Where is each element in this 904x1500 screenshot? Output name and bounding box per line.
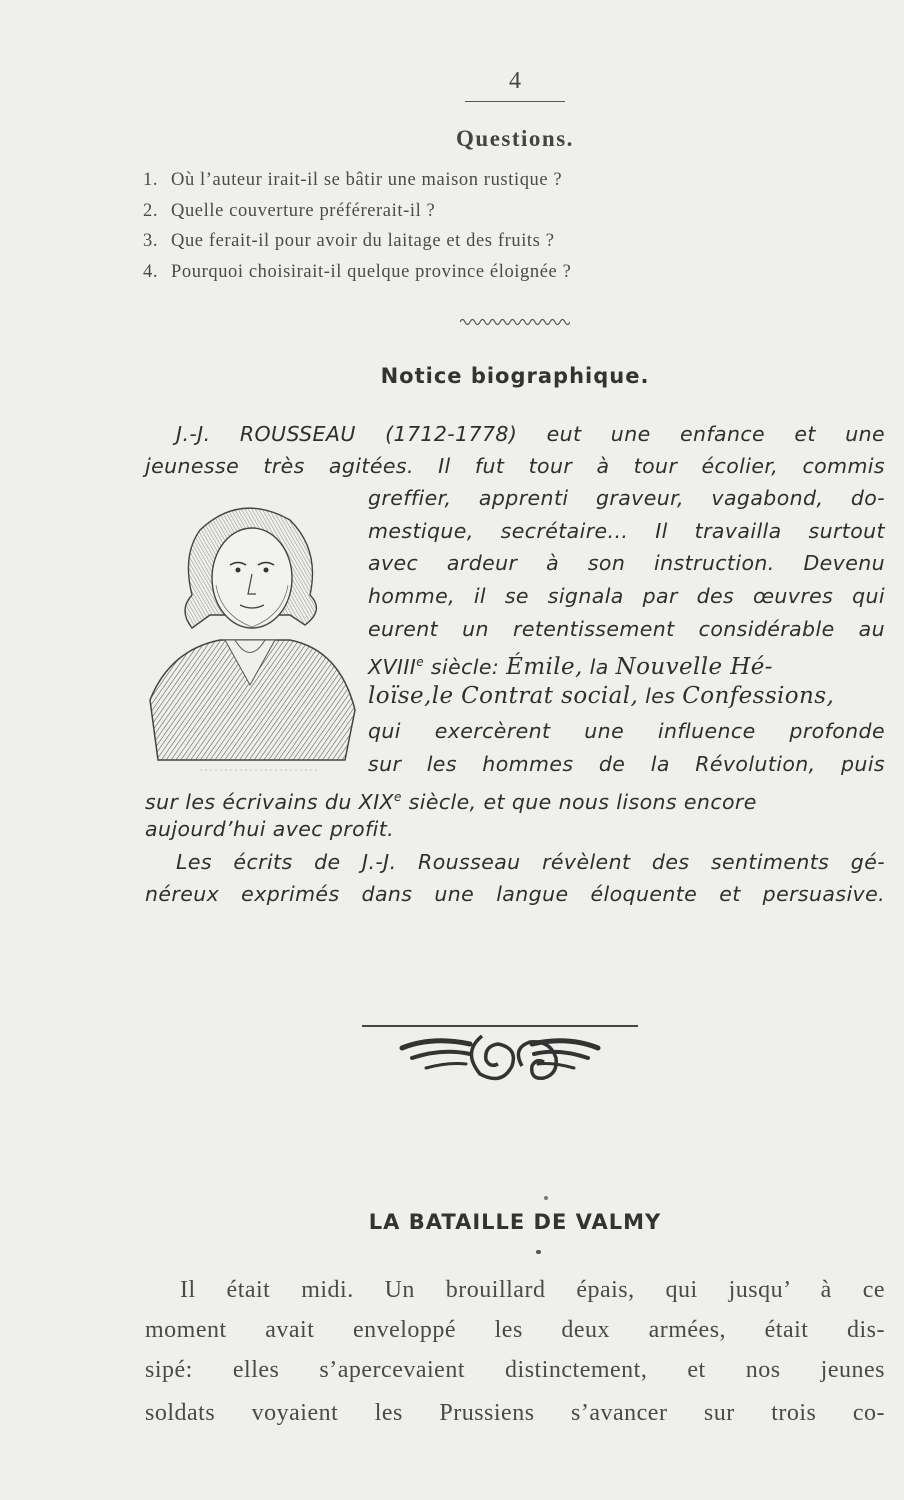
bio-text: la <box>582 654 616 679</box>
page-number: 4 <box>509 68 521 94</box>
work-title-contrat-social: le Contrat social, <box>431 683 639 709</box>
bio-text: XVIII <box>368 654 417 679</box>
question-item <box>143 231 823 262</box>
valmy-line: soldats voyaient les Prussiens s’avancer sur trois co- <box>145 1400 885 1426</box>
wave-divider <box>460 316 570 326</box>
rousseau-portrait-engraving <box>140 490 362 780</box>
work-title-confessions: Confessions, <box>682 683 835 709</box>
bio-line <box>368 646 885 678</box>
bio-superscript: e <box>393 790 402 804</box>
question-text: Où l’auteur irait-il se bâtir une maison rustique ? <box>171 170 563 190</box>
work-title-nouvelle-heloise: Nouvelle Hé- <box>615 653 773 680</box>
bio-text: sur les écrivains du XIX <box>145 789 394 814</box>
question-number: 3. <box>143 231 159 251</box>
bio-line: mestique, secrétaire... Il travailla surtout <box>368 519 885 543</box>
question-text: Que ferait-il pour avoir du laitage et des fruits ? <box>171 231 555 251</box>
bio-line: Les écrits de J.-J. Rousseau révèlent des sentiments gé- <box>176 850 885 874</box>
bio-line <box>145 781 885 813</box>
section-title-dot <box>536 1250 541 1254</box>
bio-text: siècle: <box>424 654 507 679</box>
question-item <box>143 262 823 293</box>
question-text: Pourquoi choisirait-il quelque province éloignée ? <box>171 261 572 282</box>
bio-line: sur les hommes de la Révolution, puis <box>368 752 885 776</box>
work-title-heloise-end: loïse, <box>368 683 432 709</box>
bio-line: homme, il se signala par des œuvres qui <box>368 584 885 608</box>
work-title-emile: Émile, <box>506 653 583 680</box>
question-number: 4. <box>143 261 159 282</box>
bio-line: eurent un retentissement considérable au <box>368 617 885 641</box>
section-title: LA BATAILLE DE VALMY <box>368 1210 662 1234</box>
bio-line: aujourd’hui avec profit. <box>145 817 395 841</box>
notice-title: Notice biographique. <box>380 364 650 388</box>
bio-text: les <box>638 684 683 708</box>
valmy-line: sipé: elles s’apercevaient distinctement, et nos jeunes <box>145 1357 885 1383</box>
bio-superscript: e <box>416 655 425 669</box>
question-number: 2. <box>143 200 159 221</box>
page-number-rule <box>465 101 565 102</box>
question-item <box>143 201 823 232</box>
bio-line <box>368 680 885 712</box>
questions-list <box>143 170 823 292</box>
questions-title: Questions. <box>456 126 574 151</box>
question-number: 1. <box>143 170 159 190</box>
speck <box>544 1196 548 1200</box>
bio-line: jeunesse très agitées. Il fut tour à tour écolier, commis <box>145 454 885 478</box>
question-item <box>143 170 823 201</box>
decorative-ornament <box>362 1022 638 1086</box>
bio-line: greffier, apprenti graveur, vagabond, do- <box>368 486 885 510</box>
bio-line: qui exercèrent une influence profonde <box>368 719 885 743</box>
bio-line: avec ardeur à son instruction. Devenu <box>368 551 885 575</box>
bio-line: néreux exprimés dans une langue éloquente et persuasive. <box>145 882 885 906</box>
bio-line: J.-J. ROUSSEAU (1712-1778) eut une enfance et une <box>176 422 885 446</box>
bio-text: siècle, et que nous lisons encore <box>401 789 757 814</box>
question-text: Quelle couverture préférerait-il ? <box>171 200 436 221</box>
valmy-line: moment avait enveloppé les deux armées, était dis- <box>145 1317 885 1343</box>
valmy-line: Il était midi. Un brouillard épais, qui jusqu’ à ce <box>180 1277 885 1303</box>
